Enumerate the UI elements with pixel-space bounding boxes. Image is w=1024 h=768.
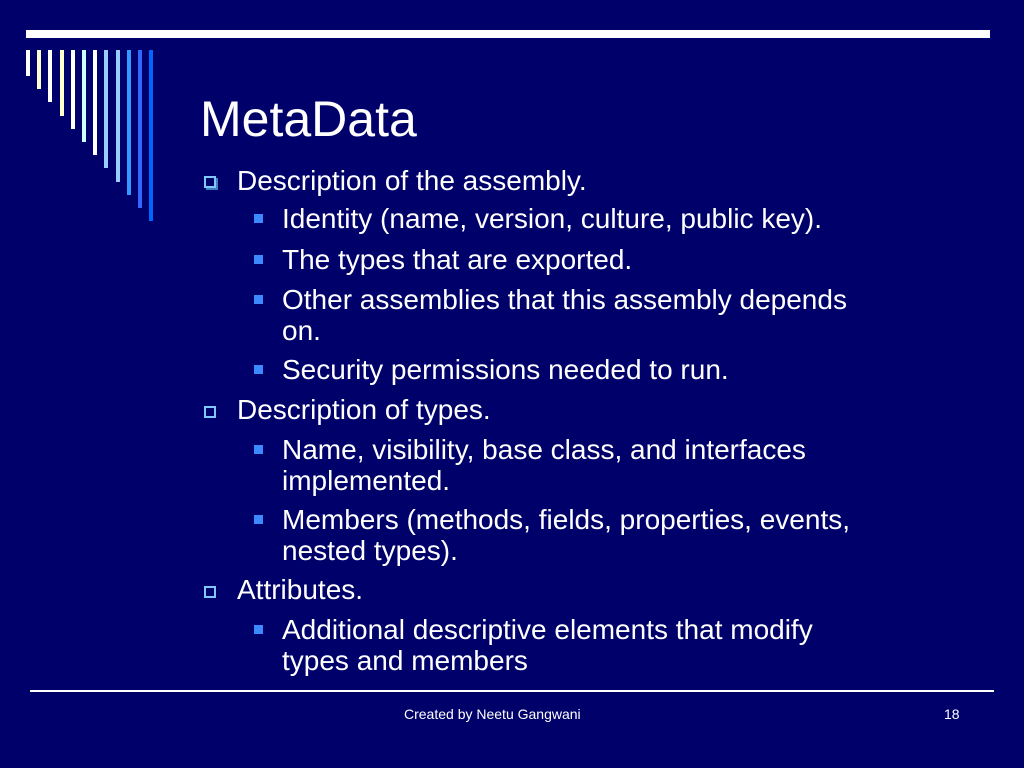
bullet-level1-item: Description of the assembly. <box>237 165 587 196</box>
hollow-square-bullet-icon <box>204 176 216 188</box>
stripe-line <box>127 50 131 195</box>
bullet-level1-item: Description of types. <box>237 394 491 425</box>
filled-square-bullet-icon <box>254 214 263 223</box>
stripe-line <box>60 50 64 116</box>
filled-square-bullet-icon <box>254 295 263 304</box>
filled-square-bullet-icon <box>254 515 263 524</box>
stripe-line <box>104 50 108 168</box>
hollow-square-bullet-icon <box>204 406 216 418</box>
stripe-line <box>93 50 97 155</box>
stripe-line <box>71 50 75 129</box>
stripe-line <box>37 50 41 89</box>
bullet-level2-item: Members (methods, fields, properties, events, <box>282 504 851 535</box>
bullet-level2-item: Other assemblies that this assembly depends <box>282 284 847 315</box>
bullet-level2-continuation: types and members <box>282 645 528 676</box>
bullet-level2-continuation: on. <box>282 315 321 346</box>
bullet-level2-item: The types that are exported. <box>282 244 633 275</box>
stripe-line <box>116 50 120 182</box>
bullet-level2-continuation: implemented. <box>282 465 451 496</box>
filled-square-bullet-icon <box>254 625 263 634</box>
stripe-line <box>26 50 30 76</box>
slide-title: MetaData <box>200 91 417 147</box>
bullet-level2-item: Security permissions needed to run. <box>282 354 729 385</box>
footer-credit: Created by Neetu Gangwani <box>404 706 581 722</box>
stripe-line <box>138 50 142 208</box>
slide-number: 18 <box>944 706 960 722</box>
stripe-line <box>48 50 52 102</box>
bullet-level2-item: Name, visibility, base class, and interfaces <box>282 434 806 465</box>
bottom-rule <box>30 690 994 692</box>
stripe-line <box>149 50 153 221</box>
stripe-line <box>82 50 86 142</box>
bullet-level2-continuation: nested types). <box>282 535 458 566</box>
hollow-square-bullet-icon <box>204 586 216 598</box>
bullet-level1-item: Attributes. <box>237 574 364 605</box>
filled-square-bullet-icon <box>254 255 263 264</box>
filled-square-bullet-icon <box>254 365 263 374</box>
bullet-level2-item: Identity (name, version, culture, public key). <box>282 203 823 234</box>
bullet-level2-item: Additional descriptive elements that modify <box>282 614 813 645</box>
filled-square-bullet-icon <box>254 445 263 454</box>
top-rule <box>26 30 990 38</box>
